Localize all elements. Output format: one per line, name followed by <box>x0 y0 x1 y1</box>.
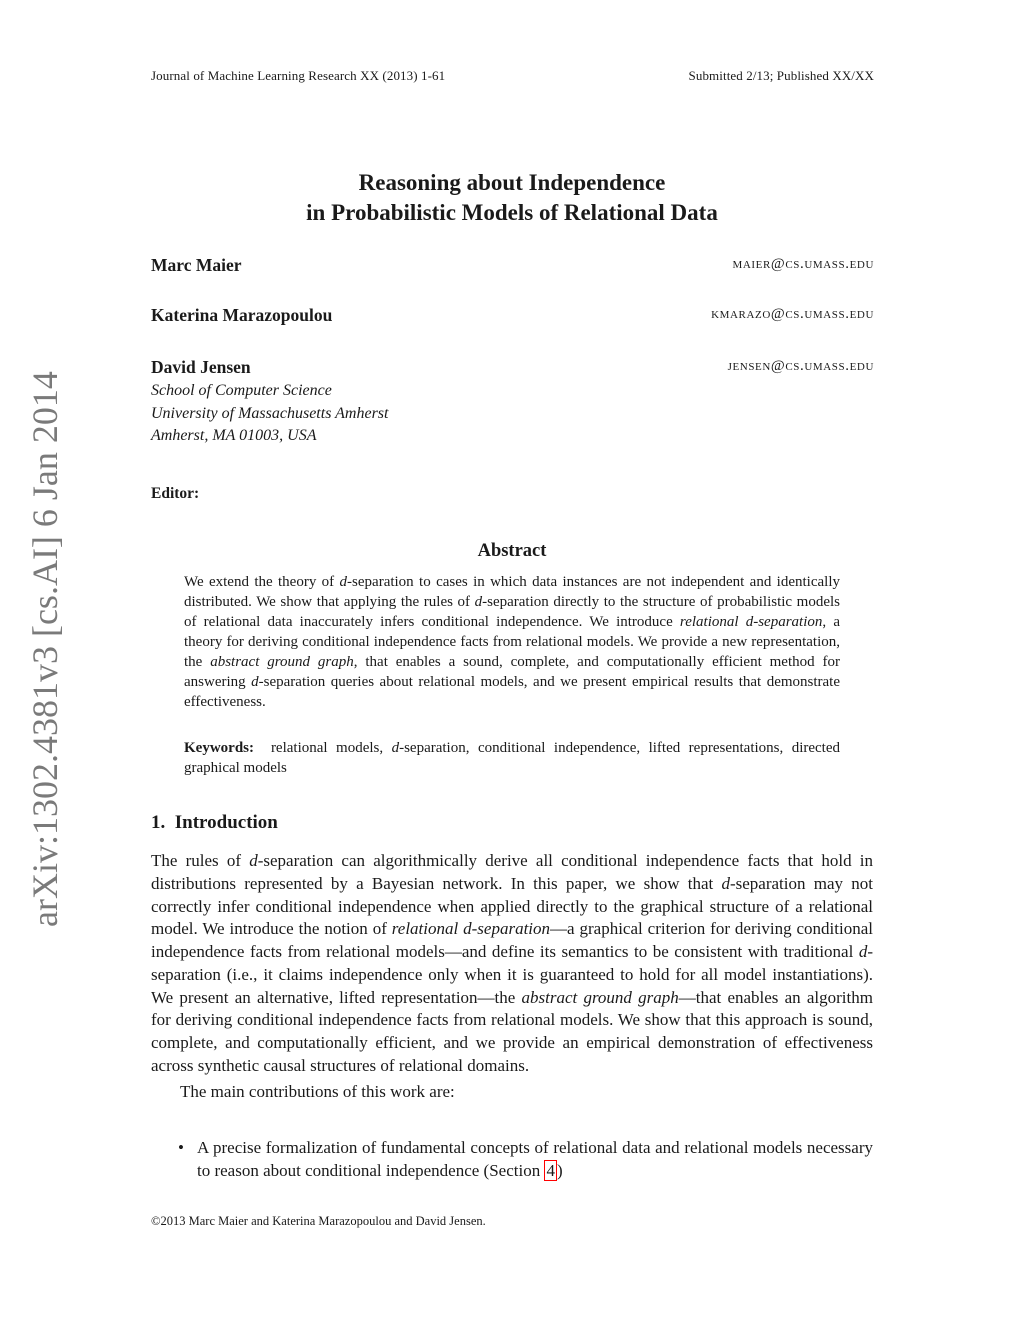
affiliation <box>151 380 388 448</box>
affiliation-address: Amherst, MA 01003, USA <box>151 427 317 444</box>
bullet-icon: • <box>178 1138 184 1157</box>
author-name: Katerina Marazopoulou <box>151 305 333 325</box>
abstract-heading: Abstract <box>477 541 547 561</box>
section-reference-link[interactable]: 4 <box>546 1161 555 1180</box>
keywords-label: Keywords: <box>184 740 254 756</box>
keywords: Keywords: relational models, d-separation, conditional independence, lifted representations, directed graphical models <box>184 740 841 776</box>
editor-label: Editor: <box>151 485 200 502</box>
abstract-body: We extend the theory of d-separation to cases in which data instances are not independent and identically distributed. We show that applying the rules of d-separation directly to the structure of probabilistic models of relational data inaccurately infers conditional independence. We introduce relational d-separation, a theory for deriving conditional independence facts from relational models. We provide a new representation, the abstract ground graph, that enables a sound, complete, and computationally efficient method for answering d-separation queries about relational models, and we present empirical results that demonstrate effectiveness. <box>184 574 840 710</box>
intro-paragraph-2: The main contributions of this work are: <box>180 1081 455 1101</box>
arxiv-stamp-text: arXiv:1302.4381v3 [cs.AI] 6 Jan 2014 <box>25 371 65 927</box>
intro-paragraph-1: The rules of d-separation can algorithmically derive all conditional independence facts that hold in distributions represented by a Bayesian network. In this paper, we show that d-separation may not correctly infer conditional independence when applied directly to the graphical structure of a relational model. We introduce the notion of relational d-separation—a graphical criterion for deriving conditional independence facts from relational models—and define its semantics to be consistent with traditional d-separation (i.e., it claims independence only when it is guaranteed to hold for all model instantiations). We present an alternative, lifted representation—the abstract ground graph—that enables an algorithm for deriving conditional independence facts from relational models. We show that this approach is sound, complete, and computationally efficient, and we provide an empirical demonstration of effectiveness across synthetic causal structures of relational domains. <box>151 851 874 1075</box>
author-email[interactable]: kmarazo@cs.umass.edu <box>711 306 874 322</box>
journal-header: Journal of Machine Learning Research XX (2013) 1-61 <box>151 68 446 83</box>
author-name: David Jensen <box>151 357 251 377</box>
paper-title <box>0 168 1024 228</box>
intro-body <box>151 850 873 1103</box>
submission-info: Submitted 2/13; Published XX/XX <box>688 68 874 83</box>
affiliation-university: University of Massachusetts Amherst <box>151 404 389 422</box>
affiliation-school: School of Computer Science <box>151 382 332 399</box>
author-name: Marc Maier <box>151 255 242 275</box>
title-line-2: in Probabilistic Models of Relational Data <box>306 200 718 225</box>
author-email[interactable]: maier@cs.umass.edu <box>732 256 874 272</box>
list-item: • A precise formalization of fundamental concepts of relational data and relational models necessary to reason about conditional independence (Section 4 ) <box>178 1138 873 1180</box>
arxiv-stamp <box>24 371 66 927</box>
author-email[interactable]: jensen@cs.umass.edu <box>727 358 874 374</box>
copyright: ©2013 Marc Maier and Katerina Marazopoulou and David Jensen. <box>151 1214 486 1228</box>
title-line-1: Reasoning about Independence <box>358 170 666 195</box>
section-heading: 1. Introduction <box>151 812 278 833</box>
copyright-icon: © <box>151 1214 161 1228</box>
